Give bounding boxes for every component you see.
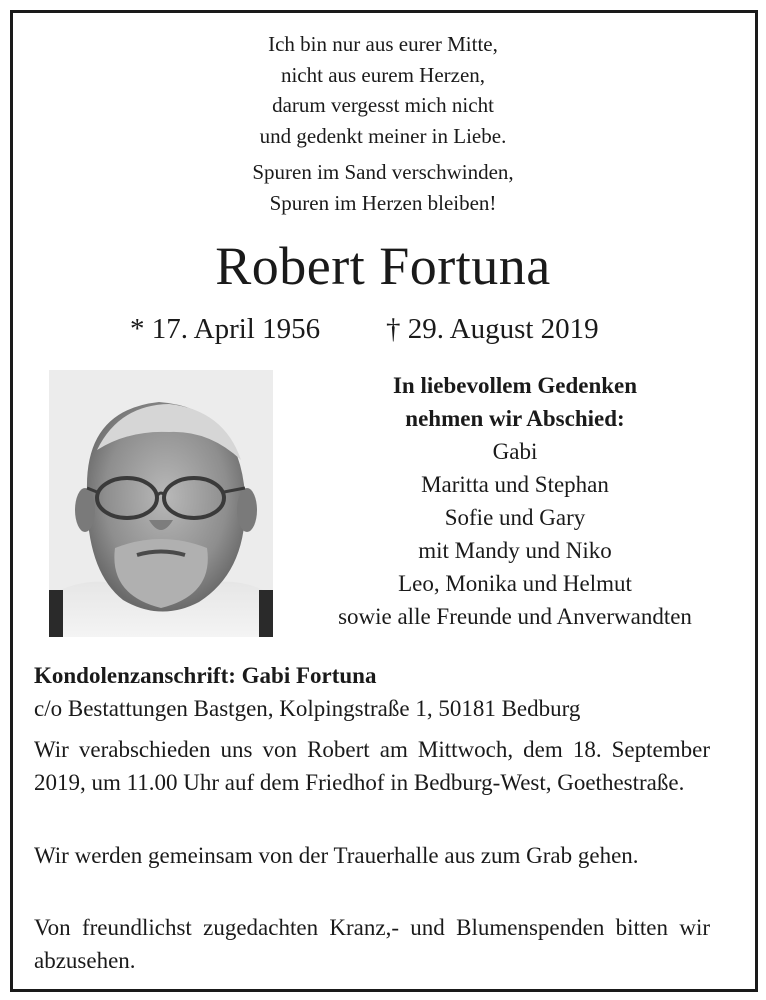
birth-date: * 17. April 1956 bbox=[130, 313, 321, 345]
poem-line: Ich bin nur aus eurer Mitte, bbox=[268, 32, 498, 56]
procession-paragraph: Wir werden gemeinsam von der Trauerhalle aus zum Grab gehen. bbox=[34, 843, 639, 868]
poem-stanza-2 bbox=[0, 157, 766, 218]
mourners-heading: nehmen wir Abschied: bbox=[405, 406, 625, 431]
mourner-name: sowie alle Freunde und Anverwandten bbox=[338, 604, 692, 629]
funeral-info-paragraph: Wir verabschieden uns von Robert am Mittwoch, dem 18. September 2019, um 11.00 Uhr auf dem Friedhof in Bedburg-West, Goethestraße. bbox=[34, 737, 710, 795]
poem-line: nicht aus eurem Herzen, bbox=[280, 62, 486, 87]
portrait-photo bbox=[49, 370, 273, 637]
mourner-name: Gabi bbox=[492, 439, 538, 464]
mourner-name: Maritta und Stephan bbox=[421, 472, 609, 497]
flowers-paragraph: Von freundlichst zugedachten Kranz,- und Blumenspenden bitten wir abzusehen. bbox=[34, 915, 710, 973]
condolence-heading: Kondolenzanschrift: Gabi Fortuna bbox=[34, 663, 377, 688]
mourners-block bbox=[282, 369, 748, 633]
poem-line: Spuren im Sand verschwinden, bbox=[252, 160, 514, 184]
portrait-illustration bbox=[49, 370, 273, 637]
mourner-name: Sofie und Gary bbox=[444, 505, 586, 530]
poem-stanza-1 bbox=[0, 29, 766, 151]
poem-line: und gedenkt meiner in Liebe. bbox=[259, 123, 507, 148]
deceased-name: Robert Fortuna bbox=[215, 236, 551, 296]
mourner-name: Leo, Monika und Helmut bbox=[398, 571, 632, 596]
mourner-name: mit Mandy und Niko bbox=[418, 538, 612, 563]
death-date: † 29. August 2019 bbox=[386, 313, 599, 345]
poem-line: darum vergesst mich nicht bbox=[272, 93, 494, 117]
condolence-address: c/o Bestattungen Bastgen, Kolpingstraße 1, 50181 Bedburg bbox=[34, 696, 581, 721]
mourners-heading: In liebevollem Gedenken bbox=[392, 373, 638, 398]
poem-line: Spuren im Herzen bleiben! bbox=[269, 190, 497, 215]
